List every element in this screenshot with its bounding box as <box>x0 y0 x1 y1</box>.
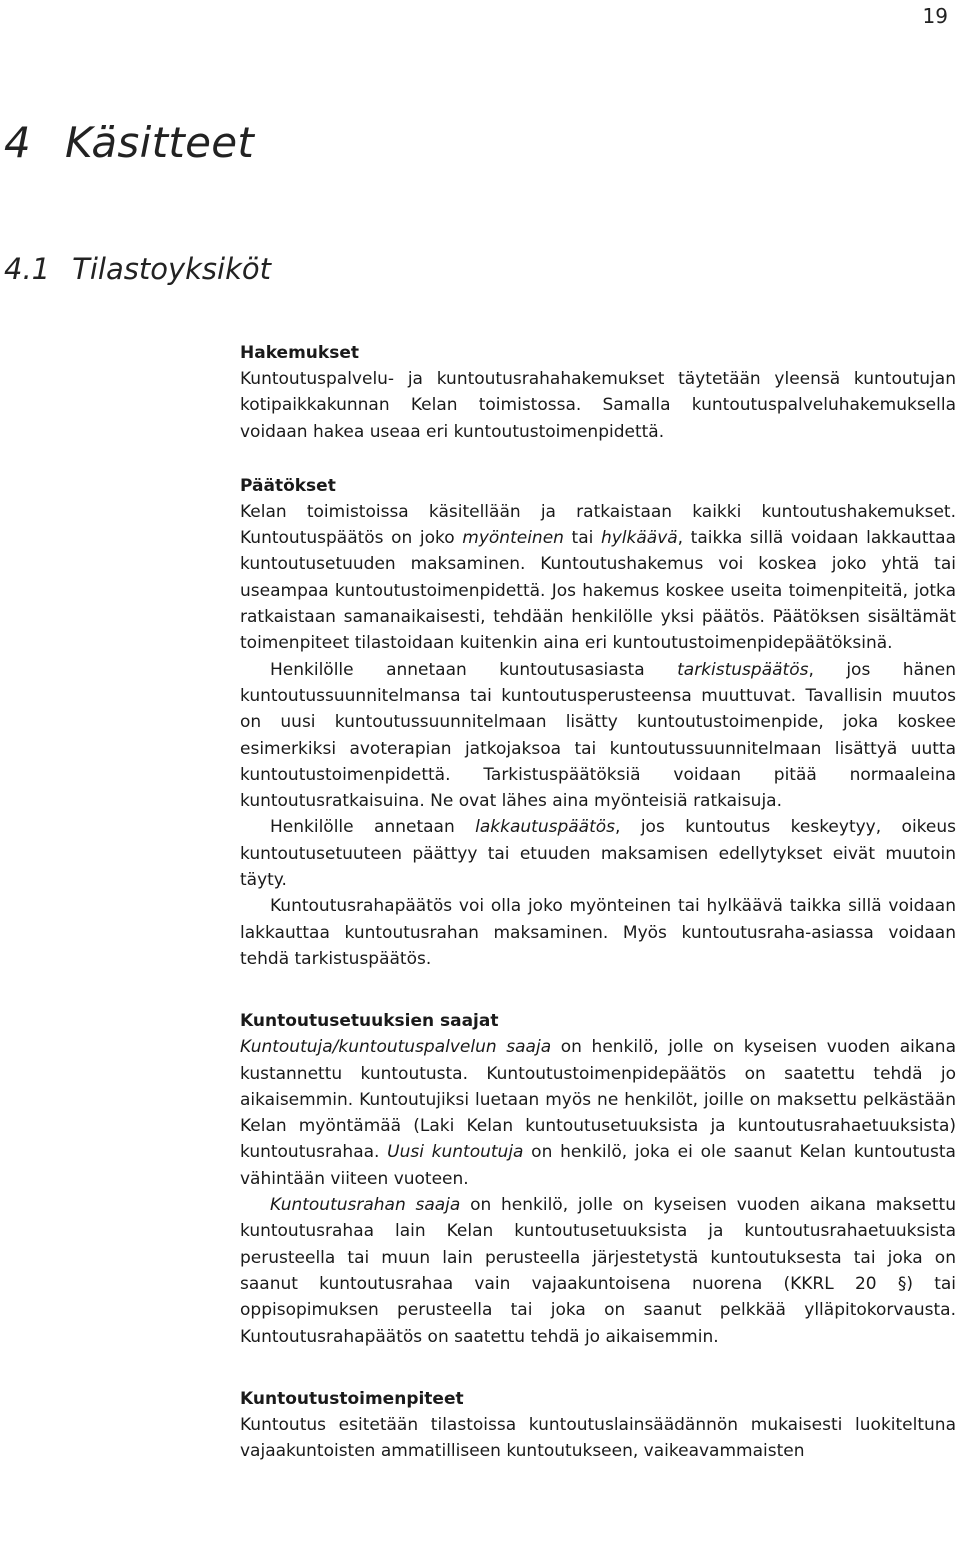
paragraph-paatokset-1: Kelan toimistoissa käsitellään ja ratkaistaan kaikki kuntoutushakemukset. Kuntoutuspäätös on joko myönteinen tai hylkäävä, taikka sillä voidaan lakkauttaa kuntoutusetuuden maksaminen. Kuntoutushakemus voi koskea joko yhtä tai useampaa kuntoutustoimenpidettä. Jos hakemus koskee useita toimenpiteitä, jotka ratkaistaan samanaikaisesti, tehdään henkilölle yksi päätös. Päätöksen sisältämät toimenpiteet tilastoidaan kuitenkin aina eri kuntoutustoimenpidepäätöksinä. <box>240 501 957 654</box>
heading-kuntoutustoimenpiteet: Kuntoutustoimenpiteet <box>240 1388 464 1409</box>
term-kuntoutuja: Kuntoutuja/kuntoutuspalvelun saaja <box>240 1037 552 1058</box>
paragraph-saajat-2: Kuntoutusrahan saaja on henkilö, jolle on kyseisen vuoden aikana maksettu kuntoutusrahaa lain Kelan kuntoutusetuuksista ja kuntoutusrahaetuuksista perusteella tai muun lain perusteella järjestetystä kuntoutuksesta tai joka on saanut kuntoutusrahaa vain vajaakuntoisena nuorena (KKRL 20 §) tai oppisopimuksen perusteella tai joka on saanut pelkkää ylläpitokorvausta. Kuntoutusrahapäätös on saatettu tehdä jo aikaisemmin. <box>240 1195 956 1347</box>
heading-paatokset: Päätökset <box>240 475 336 496</box>
paragraph-saajat-1: Kuntoutuja/kuntoutuspalvelun saaja on henkilö, jolle on kyseisen vuoden aikana kustannettu kuntoutusta. Kuntoutustoimenpidepäätös on saatettu tehdä jo aikaisemmin. Kuntoutujiksi luetaan myös ne henkilöt, joille on maksettu pelkästään Kelan myöntämää (Laki Kelan kuntoutusetuuksista ja kuntoutusrahaetuuksista) kuntoutusrahaa. Uusi kuntoutuja on henkilö, joka ei ole saanut Kelan kuntoutusta vähintään viiteen vuoteen. <box>240 1037 956 1189</box>
chapter-number: 4 <box>4 118 32 167</box>
paragraph-hakemukset: Kuntoutuspalvelu- ja kuntoutusrahahakemukset täytetään yleensä kuntoutujan kotipaikkakunnan Kelan toimistossa. Samalla kuntoutuspalveluhakemuksella voidaan hakea useaa eri kuntoutustoimenpidettä. <box>240 369 956 442</box>
body-content <box>240 340 956 1464</box>
heading-kuntoutusetuuksien-saajat: Kuntoutusetuuksien saajat <box>240 1011 499 1032</box>
term-tarkistuspaatos: tarkistuspäätös <box>677 659 809 680</box>
paragraph-toimenpiteet: Kuntoutus esitetään tilastoissa kuntoutuslainsäädännön mukaisesti luokiteltuna vajaakuntoisten ammatilliseen kuntoutukseen, vaikeavammaisten <box>240 1414 956 1462</box>
section-title <box>4 252 271 286</box>
term-kuntoutusrahan-saaja: Kuntoutusrahan saaja <box>270 1195 461 1216</box>
paragraph-paatokset-2: Henkilölle annetaan kuntoutusasiasta tarkistuspäätös, jos hänen kuntoutussuunnitelmansa tai kuntoutusperusteensa muuttuvat. Tavallisin muutos on uusi kuntoutussuunnitelmaan lisätty kuntoutustoimenpide, joka koskee esimerkiksi avoterapian jatkojaksoa tai kuntoutussuunnitelmaan lisättyä uutta kuntoutustoimenpidettä. Tarkistuspäätöksiä voidaan pitää normaaleina kuntoutusratkaisuina. Ne ovat lähes aina myönteisiä ratkaisuja. <box>240 659 956 812</box>
term-myonteinen: myönteinen <box>462 528 564 549</box>
paragraph-paatokset-4: Kuntoutusrahapäätös voi olla joko myönteinen tai hylkäävä taikka sillä voidaan lakkauttaa kuntoutusrahan maksaminen. Myös kuntoutusraha-asiassa voidaan tehdä tarkistuspäätös. <box>240 896 956 969</box>
term-uusi-kuntoutuja: Uusi kuntoutuja <box>387 1142 524 1163</box>
chapter-title-text: Käsitteet <box>65 118 255 167</box>
paragraph-paatokset-3: Henkilölle annetaan lakkautuspäätös, jos kuntoutus keskeytyy, oikeus kuntoutusetuuteen päättyy tai etuuden maksamisen edellytykset eivät muutoin täyty. <box>240 817 957 891</box>
term-lakkautuspaatos: lakkautuspäätös <box>475 817 616 838</box>
heading-hakemukset: Hakemukset <box>240 343 359 363</box>
page-number: 19 <box>922 4 948 28</box>
section-number: 4.1 <box>4 252 51 286</box>
section-title-text: Tilastoyksiköt <box>72 252 271 286</box>
term-hylkaava: hylkäävä <box>600 528 678 549</box>
chapter-title <box>4 118 254 167</box>
